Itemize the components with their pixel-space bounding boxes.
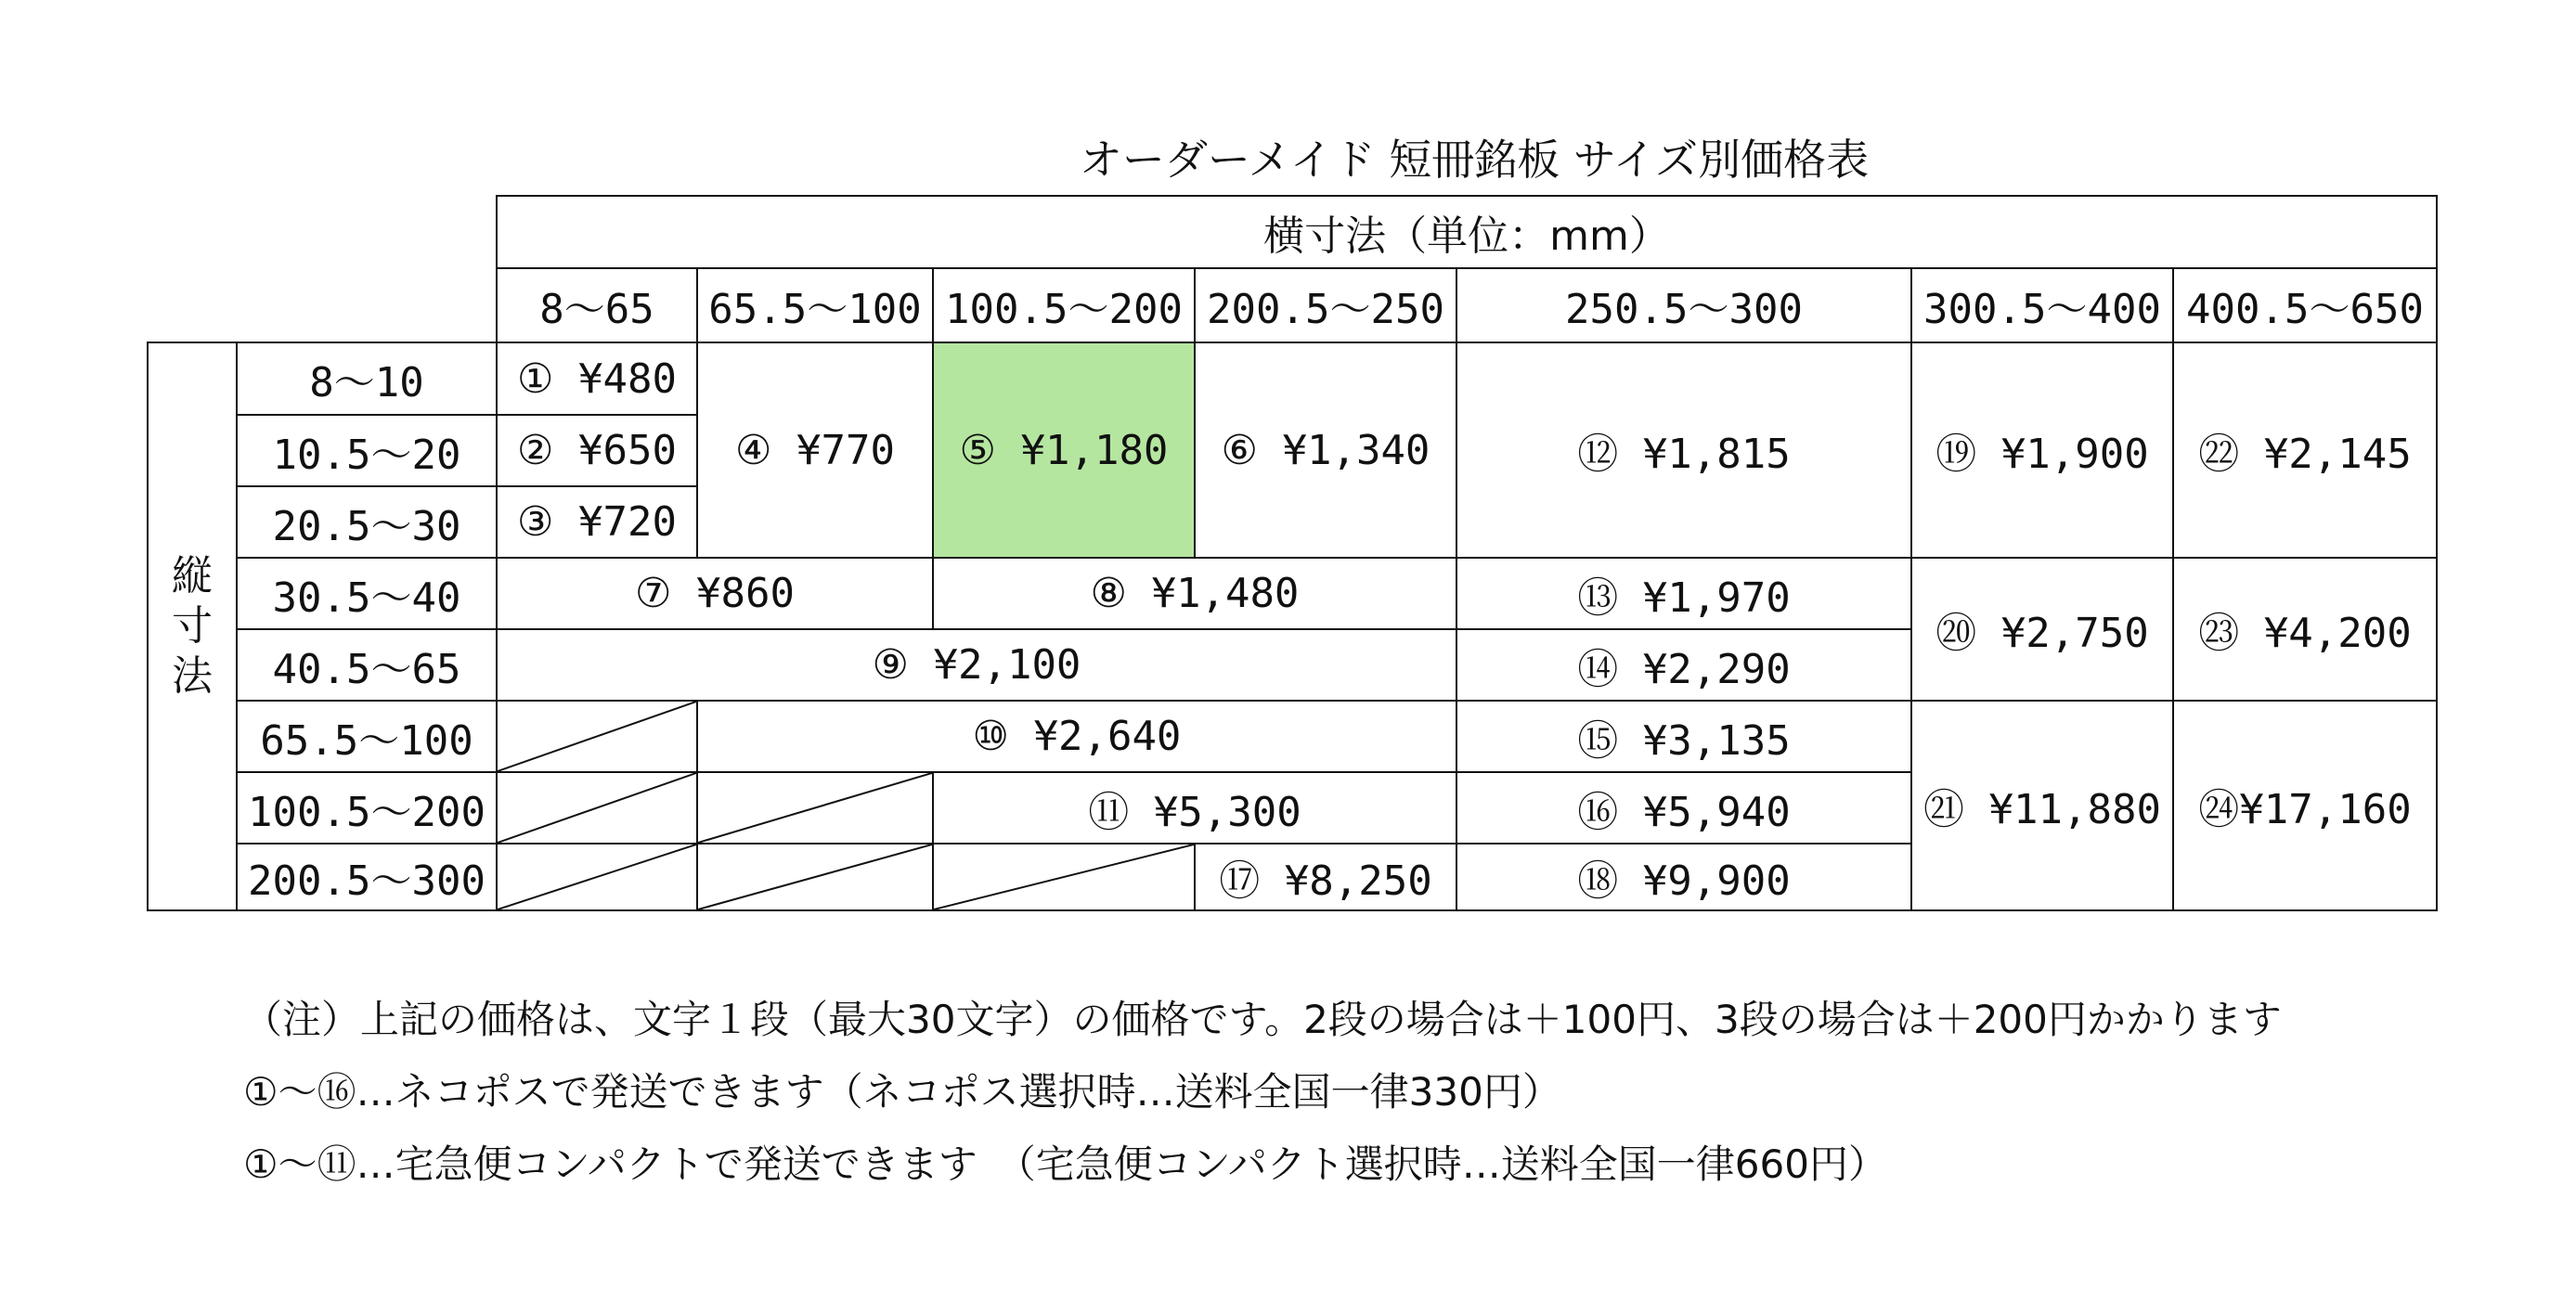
not-available-cell: [696, 843, 934, 911]
col-range-header: 200.5〜250: [1194, 267, 1457, 343]
note-line: （注）上記の価格は、文字１段（最大30文字）の価格です。2段の場合は＋100円、3段の場合は＋200円かかります: [243, 997, 2282, 1042]
vertical-header-char: 縦: [172, 552, 213, 599]
price-cell: ㉒ ¥2,145: [2172, 342, 2438, 559]
price-cell: ㉔¥17,160: [2172, 700, 2438, 911]
price-cell: ⑲ ¥1,900: [1910, 342, 2174, 559]
horizontal-size-header: 横寸法（単位：mm）: [496, 195, 2438, 269]
col-range-header: 300.5〜400: [1910, 267, 2174, 343]
col-range-header: 65.5〜100: [696, 267, 934, 343]
notes: [243, 984, 2282, 1201]
vertical-size-header: [147, 342, 238, 911]
not-available-cell: [932, 843, 1196, 911]
price-cell: ⑩ ¥2,640: [696, 700, 1457, 773]
note-line: ①〜⑪…宅急便コンパクトで発送できます （宅急便コンパクト選択時…送料全国一律660円）: [243, 1141, 1887, 1187]
vertical-header-char: 寸: [172, 602, 213, 650]
not-available-cell: [496, 700, 698, 773]
row-range-header: 200.5〜300: [236, 843, 498, 911]
not-available-cell: [496, 771, 698, 844]
price-cell: ㉑ ¥11,880: [1910, 700, 2174, 911]
price-cell: ③ ¥720: [496, 485, 698, 559]
price-cell: ② ¥650: [496, 414, 698, 487]
page-title: オーダーメイド 短冊銘板 サイズ別価格表: [1079, 135, 1870, 185]
row-range-header: 65.5〜100: [236, 700, 498, 773]
price-cell: ㉓ ¥4,200: [2172, 557, 2438, 702]
row-range-header: 20.5〜30: [236, 485, 498, 559]
price-cell: ⑪ ¥5,300: [932, 771, 1457, 844]
note-line: ①〜⑯…ネコポスで発送できます（ネコポス選択時…送料全国一律330円）: [243, 1069, 1561, 1115]
price-cell: ⑱ ¥9,900: [1456, 843, 1912, 911]
price-cell: ① ¥480: [496, 342, 698, 416]
price-cell: ⑬ ¥1,970: [1456, 557, 1912, 630]
row-range-header: 40.5〜65: [236, 628, 498, 702]
price-cell-highlighted: ⑤ ¥1,180: [932, 342, 1196, 559]
price-cell: ⑨ ¥2,100: [496, 628, 1457, 702]
price-cell: ⑫ ¥1,815: [1456, 342, 1912, 559]
row-range-header: 8〜10: [236, 342, 498, 416]
price-cell: ⑮ ¥3,135: [1456, 700, 1912, 773]
price-cell: ⑰ ¥8,250: [1194, 843, 1457, 911]
not-available-cell: [696, 771, 934, 844]
not-available-cell: [496, 843, 698, 911]
price-cell: ⑭ ¥2,290: [1456, 628, 1912, 702]
row-range-header: 10.5〜20: [236, 414, 498, 487]
col-range-header: 8〜65: [496, 267, 698, 343]
col-range-header: 400.5〜650: [2172, 267, 2438, 343]
price-table: [147, 195, 2436, 909]
col-range-header: 100.5〜200: [932, 267, 1196, 343]
price-cell: ⑥ ¥1,340: [1194, 342, 1457, 559]
price-cell: ⑦ ¥860: [496, 557, 934, 630]
vertical-header-char: 法: [172, 652, 213, 700]
price-cell: ⑧ ¥1,480: [932, 557, 1457, 630]
price-cell: ④ ¥770: [696, 342, 934, 559]
row-range-header: 30.5〜40: [236, 557, 498, 630]
col-range-header: 250.5〜300: [1456, 267, 1912, 343]
row-range-header: 100.5〜200: [236, 771, 498, 844]
price-cell: ⑯ ¥5,940: [1456, 771, 1912, 844]
price-cell: ⑳ ¥2,750: [1910, 557, 2174, 702]
